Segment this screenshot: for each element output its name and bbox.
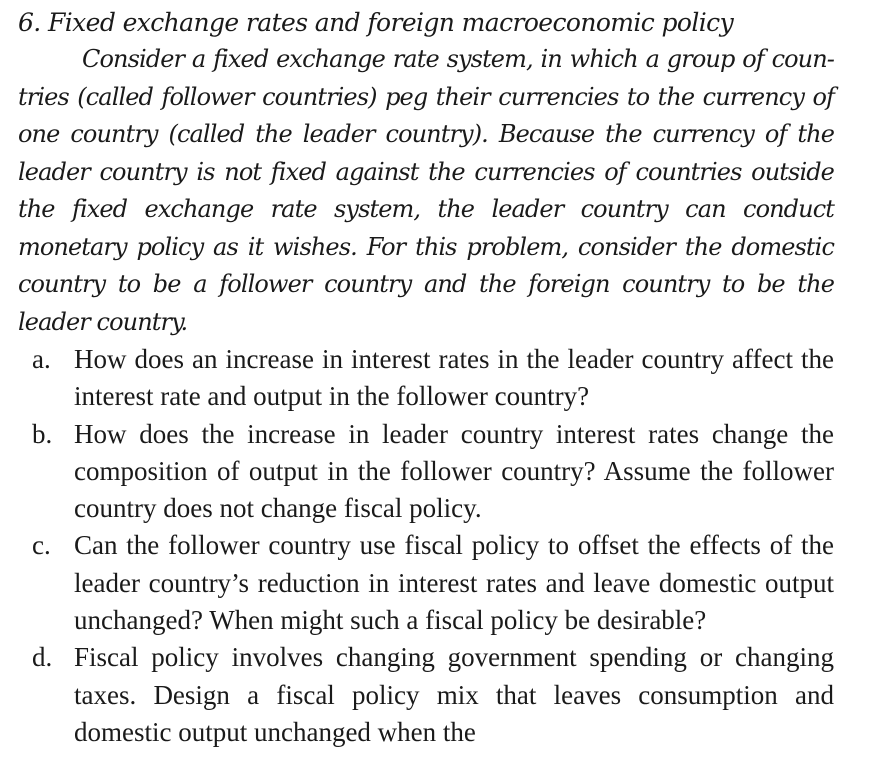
question-item-a <box>18 341 834 416</box>
question-letter: a. <box>32 344 51 374</box>
question-letter: c. <box>32 530 51 561</box>
question-text: Fiscal policy involves changing government spending or changing taxes. Design a fiscal policy mix that leaves consumption and domestic output unchanged when the <box>74 642 834 747</box>
question-list <box>18 341 834 751</box>
question-text: How does the increase in leader country interest rates change the composition of output in the follower country? Assume the follower country does not change fiscal policy. <box>74 418 834 524</box>
question-letter: b. <box>32 418 53 449</box>
textbook-page <box>18 4 834 751</box>
question-text: Can the follower country use fiscal policy to offset the effects of the leader country’s reduction in interest rates and leave domestic output unchanged? When might such a fiscal policy be desirable? <box>74 530 834 636</box>
question-item-b <box>18 416 834 528</box>
question-text: How does an increase in interest rates in the leader country affect the interest rate and output in the follower country? <box>74 344 834 412</box>
question-letter: d. <box>32 642 53 673</box>
problem-intro: Consider a fixed exchange rate system, in which a group of coun-tries (called follower countries) peg their currencies to the currency of one country (called the leader country). Because the currency of the leader country is not fixed against the currencies of countries outside the fixed exchange rate system, the leader country can conduct monetary policy as it wishes. For this problem, consider the domestic country to be a follower country and the foreign country to be the leader country. <box>18 45 834 336</box>
question-item-c <box>18 527 834 639</box>
problem-heading: 6. Fixed exchange rates and foreign macroeconomic policy <box>18 8 734 37</box>
question-item-d <box>18 639 834 751</box>
